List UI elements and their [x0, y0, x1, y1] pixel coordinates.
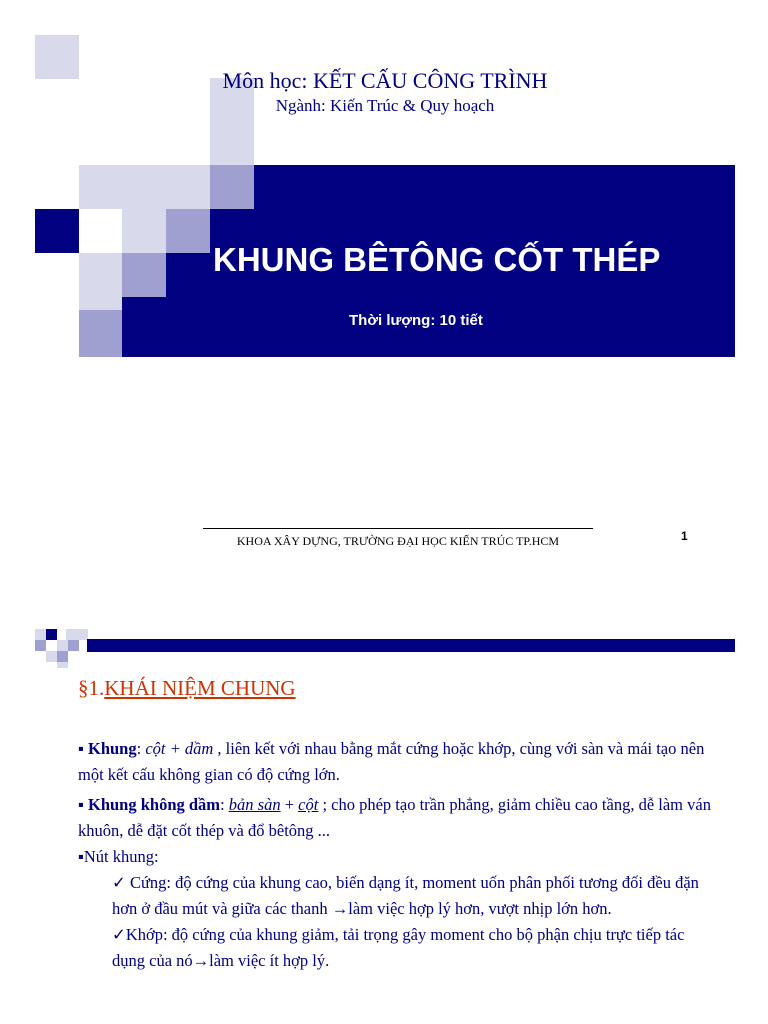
deco-square [35, 209, 79, 253]
term-cot: cột [298, 795, 319, 814]
header-bar [87, 639, 735, 652]
sub-item-khop: ✓Khớp: độ cứng của khung giảm, tải trọng gây moment cho bộ phận chịu trực tiếp tác dụng của nó→làm việc ít hợp lý. [112, 925, 685, 970]
deco-square [122, 253, 166, 297]
content-slide [35, 620, 735, 1024]
content-body [78, 736, 718, 974]
duration-text: Thời lượng: 10 tiết [349, 312, 483, 329]
major-subtitle: Ngành: Kiến Trúc & Quy hoạch [275, 96, 495, 115]
deco-square [66, 629, 77, 640]
deco-square [166, 209, 210, 253]
deco-square [57, 662, 68, 668]
deco-square [68, 640, 79, 651]
deco-square [210, 165, 254, 209]
section-title: KHÁI NIỆM CHUNG [104, 676, 296, 700]
deco-square [35, 629, 46, 640]
term-khung-khong-dam: Khung không dầm [87, 795, 221, 814]
deco-square [35, 640, 46, 651]
bullet-khung: ▪ Khung: cột + dầm , liên kết với nhau bằng mắt cứng hoặc khớp, cùng với sàn và mái tạo nên một kết cấu không gian có độ cứng lớn. [78, 739, 705, 784]
footer-divider [203, 528, 593, 529]
section-number: §1. [78, 676, 105, 700]
section-heading [78, 676, 296, 701]
slide-title: KHUNG BÊTÔNG CỐT THÉP [213, 241, 661, 278]
bullet-nut-khung: ▪Nút khung: [78, 847, 159, 866]
sub-item-cung: ✓ Cứng: độ cứng của khung cao, biến dạng ít, moment uốn phân phối tương đối đều đặn hơn ở đầu mút và giữa các thanh →làm việc hợp lý hơn, vượt nhịp lớn hơn. [112, 873, 699, 918]
deco-square [79, 310, 123, 357]
deco-square [46, 651, 57, 662]
term-khung: Khung [87, 739, 137, 758]
bullet-khung-khong-dam: ▪ Khung không dầm: bản sàn + cột ; cho phép tạo trần phẳng, giảm chiều cao tầng, dễ làm ván khuôn, dễ đặt cốt thép và đổ bêtông ... [78, 795, 711, 840]
deco-square [57, 640, 68, 651]
deco-square [79, 253, 123, 297]
deco-square [57, 651, 68, 662]
deco-square [122, 165, 166, 209]
deco-square [210, 121, 254, 165]
title-slide [35, 35, 735, 560]
page-number: 1 [681, 529, 688, 543]
footer-text: KHOA XÂY DỰNG, TRƯỜNG ĐẠI HỌC KIẾN TRÚC TP.HCM [236, 534, 560, 548]
term-ban-san: bản sàn [228, 795, 281, 814]
deco-square [46, 629, 57, 640]
deco-square [122, 209, 166, 253]
deco-square [79, 165, 123, 209]
course-title: Môn học: KẾT CẤU CÔNG TRÌNH [222, 68, 548, 93]
formula-cot-dam: cột + dầm [145, 739, 214, 758]
deco-square [166, 165, 210, 209]
